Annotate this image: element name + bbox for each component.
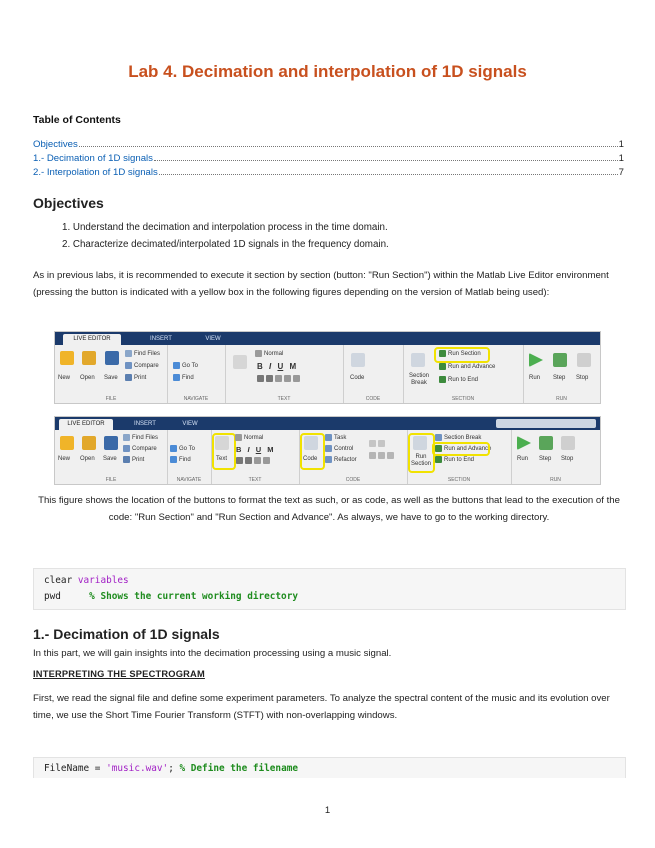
bullet-list-icon bbox=[236, 457, 243, 464]
run-to-end-label: Run to End bbox=[444, 456, 475, 463]
group-label-text: TEXT bbox=[248, 477, 262, 483]
go-to-label: Go To bbox=[179, 445, 195, 452]
monospace-icon: M bbox=[289, 362, 297, 371]
go-to-icon bbox=[170, 445, 177, 452]
group-label-code: CODE bbox=[345, 477, 361, 483]
compare-label: Compare bbox=[132, 445, 157, 452]
run-to-end-icon bbox=[435, 456, 442, 463]
objective-item-1 bbox=[62, 222, 388, 233]
tab-view: VIEW bbox=[205, 336, 221, 342]
align-center-icon bbox=[263, 457, 270, 464]
find-label: Find bbox=[179, 456, 191, 463]
run-and-advance-label: Run and Advance bbox=[448, 363, 496, 370]
code-line-2 bbox=[44, 591, 298, 602]
step-button: Step bbox=[539, 456, 552, 462]
section-1-heading: 1.- Decimation of 1D signals bbox=[33, 626, 220, 642]
step-icon bbox=[539, 436, 553, 450]
control-icon bbox=[325, 445, 332, 452]
toc-item-label[interactable]: Objectives bbox=[33, 139, 78, 150]
run-and-advance-label: Run and Advance bbox=[444, 445, 492, 452]
run-section-big-button: Run Section bbox=[410, 454, 431, 467]
group-file bbox=[55, 430, 168, 484]
style-icon bbox=[235, 434, 242, 441]
toc-item-page: 1 bbox=[618, 153, 624, 164]
run-to-end-button bbox=[439, 376, 478, 383]
group-label-navigate: NAVIGATE bbox=[176, 477, 202, 483]
format-bold-italic-underline bbox=[257, 362, 296, 371]
section-break-button bbox=[435, 434, 481, 441]
toolbar-tab-bar bbox=[55, 417, 600, 430]
group-text bbox=[225, 345, 344, 403]
code-comment: % Shows the current working directory bbox=[89, 591, 298, 602]
print-icon bbox=[125, 374, 132, 381]
underline-icon: U bbox=[277, 362, 284, 371]
print-button bbox=[123, 456, 144, 463]
find-files-icon bbox=[123, 434, 130, 441]
toc-item-page: 1 bbox=[618, 139, 624, 150]
italic-icon: I bbox=[269, 362, 272, 371]
group-label-run: RUN bbox=[556, 396, 567, 402]
compare-icon bbox=[123, 445, 130, 452]
list-number: 1. bbox=[62, 222, 73, 233]
list-number: 2. bbox=[62, 239, 73, 250]
run-and-advance-button bbox=[439, 363, 495, 370]
group-run bbox=[511, 430, 600, 484]
open-icon bbox=[82, 436, 96, 450]
find-button bbox=[170, 456, 191, 463]
stop-button: Stop bbox=[561, 456, 574, 462]
normal-style-dropdown bbox=[255, 350, 283, 357]
numbered-list-icon bbox=[266, 375, 273, 382]
go-to-button bbox=[173, 362, 198, 369]
stop-button: Stop bbox=[576, 375, 589, 381]
toc-item-interpolation[interactable] bbox=[33, 167, 624, 178]
format-bold-italic-underline bbox=[236, 445, 273, 454]
print-label: Print bbox=[132, 456, 145, 463]
group-label-text: TEXT bbox=[277, 396, 291, 402]
toolbar-tab-bar bbox=[55, 332, 600, 345]
code-variable: FileName = bbox=[44, 763, 107, 774]
print-button bbox=[125, 374, 146, 381]
find-files-icon bbox=[125, 350, 132, 357]
code-block-1[interactable] bbox=[33, 568, 626, 610]
tab-live-editor: LIVE EDITOR bbox=[59, 419, 113, 430]
run-to-end-button bbox=[435, 456, 474, 463]
tab-view: VIEW bbox=[182, 421, 198, 427]
code-button: Code bbox=[303, 456, 318, 462]
code-command: pwd bbox=[44, 591, 90, 602]
indent-icon bbox=[369, 452, 376, 459]
tab-insert: INSERT bbox=[150, 336, 172, 342]
find-files-label: Find Files bbox=[132, 434, 159, 441]
refactor-button bbox=[325, 456, 357, 463]
group-navigate bbox=[167, 430, 212, 484]
section-break-button: Section Break bbox=[408, 373, 429, 386]
code-comment: % Define the filename bbox=[179, 763, 299, 774]
style-icon bbox=[255, 350, 262, 357]
section-break-icon bbox=[435, 434, 442, 441]
bullet-list-icon bbox=[257, 375, 264, 382]
tab-insert: INSERT bbox=[134, 421, 156, 427]
page-number: 1 bbox=[324, 805, 331, 816]
task-label: Task bbox=[334, 434, 347, 441]
code-button: Code bbox=[350, 375, 365, 381]
group-text bbox=[211, 430, 300, 484]
run-section-highlight-box bbox=[434, 347, 490, 363]
toc-item-label[interactable]: 2.- Interpolation of 1D signals bbox=[33, 167, 158, 178]
normal-label: Normal bbox=[264, 350, 284, 357]
align-center-icon bbox=[284, 375, 291, 382]
save-button: Save bbox=[104, 375, 118, 381]
section-break-icon bbox=[411, 353, 425, 367]
go-to-label: Go To bbox=[182, 362, 198, 369]
group-label-section: SECTION bbox=[447, 477, 471, 483]
monospace-icon: M bbox=[267, 445, 274, 454]
save-icon bbox=[105, 351, 119, 365]
compare-icon bbox=[125, 362, 132, 369]
control-button bbox=[325, 445, 353, 452]
refactor-icon bbox=[325, 456, 332, 463]
code-highlight-box bbox=[300, 433, 325, 470]
bold-icon: B bbox=[236, 445, 242, 454]
section-1-paragraph: First, we read the signal file and define some experiment parameters. To analyze the spectral content of the music and its evolution over time, we use the Short Time Fourier Transform (STFT) with non-overlapping windows. bbox=[33, 693, 610, 721]
run-to-end-label: Run to End bbox=[448, 376, 479, 383]
run-and-advance-icon bbox=[439, 363, 446, 370]
compare-button bbox=[125, 362, 159, 369]
text-button: Text bbox=[216, 456, 228, 462]
normal-style-dropdown bbox=[235, 434, 263, 441]
run-and-advance-highlight-box bbox=[432, 442, 490, 456]
new-icon bbox=[60, 351, 74, 365]
toc-dot-leader bbox=[79, 146, 618, 147]
find-icon bbox=[170, 456, 177, 463]
outdent-icon bbox=[378, 452, 385, 459]
group-section bbox=[403, 345, 524, 403]
toc-dot-leader bbox=[159, 174, 618, 175]
code-line-1 bbox=[44, 575, 129, 586]
section-break-label: Section Break bbox=[444, 434, 482, 441]
stop-icon bbox=[577, 353, 591, 367]
find-files-button bbox=[123, 434, 158, 441]
toc-item-page: 7 bbox=[618, 167, 624, 178]
code-string: 'music.wav' bbox=[106, 763, 169, 774]
group-label-section: SECTION bbox=[451, 396, 475, 402]
section-1-subheading: INTERPRETING THE SPECTROGRAM bbox=[33, 669, 205, 679]
new-icon bbox=[60, 436, 74, 450]
section-1-intro: In this part, we will gain insights into the decimation processing using a music signal. bbox=[33, 648, 392, 659]
group-label-file: FILE bbox=[105, 396, 117, 402]
document-title: Lab 4. Decimation and interpolation of 1D signals bbox=[128, 62, 527, 81]
group-label-navigate: NAVIGATE bbox=[183, 396, 209, 402]
code-argument: variables bbox=[77, 575, 129, 586]
code-block-2[interactable] bbox=[33, 757, 626, 778]
new-button: New bbox=[58, 375, 71, 381]
print-icon bbox=[123, 456, 130, 463]
smart-indent-icon bbox=[387, 452, 394, 459]
normal-label: Normal bbox=[244, 434, 264, 441]
objective-text: Characterize decimated/interpolated 1D signals in the frequency domain. bbox=[72, 239, 389, 250]
indent-tools bbox=[369, 452, 394, 459]
objective-text: Understand the decimation and interpolation process in the time domain. bbox=[72, 222, 388, 233]
find-icon bbox=[173, 374, 180, 381]
compare-label: Compare bbox=[134, 362, 159, 369]
toc-heading: Table of Contents bbox=[33, 114, 121, 126]
toc-item-label[interactable]: 1.- Decimation of 1D signals bbox=[33, 153, 153, 164]
run-button: Run bbox=[529, 375, 541, 381]
group-code bbox=[343, 345, 404, 403]
figure-caption: This figure shows the location of the buttons to format the text as such, or as code, as well as the buttons that lead to the execution of the code: "Run Section" and "Run Section and Advance". As always, we have to go to the working directory. bbox=[38, 495, 620, 523]
text-highlight-box bbox=[212, 433, 236, 470]
task-icon bbox=[325, 434, 332, 441]
open-icon bbox=[82, 351, 96, 365]
run-section-label: Run Section bbox=[448, 350, 481, 357]
group-label-file: FILE bbox=[105, 477, 117, 483]
alignment-icons bbox=[236, 457, 270, 464]
italic-icon: I bbox=[247, 445, 250, 454]
save-button: Save bbox=[103, 456, 117, 462]
toolbar-screenshot-1 bbox=[54, 331, 601, 404]
toolbar-screenshot-2 bbox=[54, 416, 601, 485]
toc-item-decimation[interactable] bbox=[33, 153, 624, 164]
run-button: Run bbox=[517, 456, 529, 462]
objective-item-2 bbox=[62, 239, 389, 250]
group-run bbox=[523, 345, 600, 403]
numbered-list-icon bbox=[245, 457, 252, 464]
control-label: Control bbox=[334, 445, 354, 452]
align-left-icon bbox=[275, 375, 282, 382]
uncomment-icon bbox=[378, 440, 385, 447]
code-command: clear bbox=[44, 575, 78, 586]
refactor-label: Refactor bbox=[334, 456, 357, 463]
toc-dot-leader bbox=[154, 160, 618, 161]
group-code bbox=[299, 430, 408, 484]
align-left-icon bbox=[254, 457, 261, 464]
run-icon bbox=[529, 353, 543, 367]
underline-icon: U bbox=[255, 445, 262, 454]
step-icon bbox=[553, 353, 567, 367]
group-navigate bbox=[167, 345, 226, 403]
find-files-button bbox=[125, 350, 160, 357]
print-label: Print bbox=[134, 374, 147, 381]
comment-tools bbox=[369, 440, 385, 447]
new-button: New bbox=[58, 456, 71, 462]
run-section-highlight-box bbox=[408, 433, 435, 473]
group-file bbox=[55, 345, 168, 403]
group-label-run: RUN bbox=[550, 477, 561, 483]
tab-live-editor: LIVE EDITOR bbox=[63, 334, 121, 345]
text-icon bbox=[233, 355, 247, 369]
find-label: Find bbox=[182, 374, 194, 381]
code-icon bbox=[351, 353, 365, 367]
code-line-1 bbox=[44, 763, 298, 774]
group-section bbox=[407, 430, 512, 484]
quick-access-toolbar bbox=[496, 419, 596, 428]
alignment-icons bbox=[257, 375, 300, 382]
run-icon bbox=[517, 436, 531, 450]
group-label-code: CODE bbox=[365, 396, 381, 402]
step-button: Step bbox=[553, 375, 566, 381]
open-button: Open bbox=[80, 456, 95, 462]
open-button: Open bbox=[80, 375, 95, 381]
run-to-end-icon bbox=[439, 376, 446, 383]
find-button bbox=[173, 374, 194, 381]
code-separator: ; bbox=[168, 763, 180, 774]
compare-button bbox=[123, 445, 157, 452]
comment-icon bbox=[369, 440, 376, 447]
find-files-label: Find Files bbox=[134, 350, 161, 357]
go-to-button bbox=[170, 445, 195, 452]
align-right-icon bbox=[293, 375, 300, 382]
save-icon bbox=[104, 436, 118, 450]
toc-item-objectives[interactable] bbox=[33, 139, 624, 150]
objectives-heading: Objectives bbox=[33, 195, 104, 211]
intro-paragraph: As in previous labs, it is recommended to execute it section by section (button: "Run Section") within the Matlab Live Editor environment (pressing the button is indicated with a yellow box in the following figures depending on the version of Matlab being used): bbox=[33, 270, 609, 298]
task-button bbox=[325, 434, 346, 441]
stop-icon bbox=[561, 436, 575, 450]
go-to-icon bbox=[173, 362, 180, 369]
bold-icon: B bbox=[257, 362, 263, 371]
